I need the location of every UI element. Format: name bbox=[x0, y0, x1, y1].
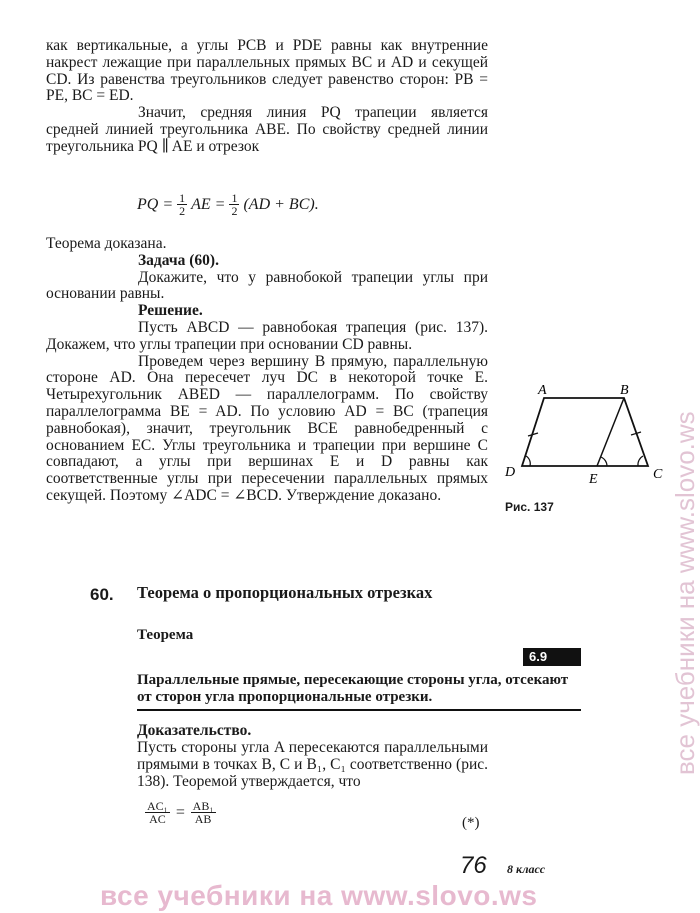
proved-line: Теорема доказана. bbox=[46, 235, 167, 252]
formula-part: (AD + BC). bbox=[243, 195, 319, 213]
solution-paragraph: Проведем через вершину B прямую, параллельную стороне AD. Она пересечет луч DC в некоторой точке E. Четырехугольник ABED — параллелограмм. По свойству параллелограмма BE = AD. По условию AD = BC (трапеция равнобокая), значит, треугольник BCE равнобедренный с основанием EC. Углы треугольника и трапеции при вершине C совпадают, а углы при вершинах E и D равны как соответственные углы при пересечении параллельных прямых секущей. Поэтому ∠ADC = ∠BCD. Утверждение доказано. bbox=[46, 352, 488, 504]
figure-caption: Рис. 137 bbox=[505, 500, 554, 514]
formula-part: AE = bbox=[191, 195, 226, 213]
middle-text bbox=[46, 236, 488, 505]
proof-block bbox=[137, 722, 488, 790]
task-text: Докажите, что у равнобокой трапеции углы при основании равны. bbox=[46, 268, 488, 303]
grade-label: 8 класс bbox=[507, 862, 546, 876]
divider bbox=[137, 709, 581, 711]
solution-paragraph: Пусть ABCD — равнобокая трапеция (рис. 137). Докажем, что углы трапеции при основании CD равны. bbox=[46, 318, 488, 353]
figure-137-trapezoid bbox=[500, 378, 675, 488]
fraction: $\frac{\text{AB₁}}{AB}$ bbox=[192, 799, 214, 826]
section-number: 60. bbox=[90, 585, 114, 604]
proof-text: Пусть стороны угла A пересекаются параллельными прямыми в точках B, C и B₁, C₁ соответственно (рис. 138). Теоремой утверждается, что bbox=[137, 739, 488, 790]
vertex-label-e: E bbox=[589, 472, 598, 487]
watermark-side-text: все учебники на www.slovo.ws bbox=[670, 411, 700, 775]
section-title: Теорема о пропорциональных отрезках bbox=[137, 583, 433, 602]
task-label: Задача (60). bbox=[138, 251, 219, 269]
theorem-statement: Параллельные прямые, пересекающие стороны угла, отсекают от сторон угла пропорциональные отрезки. bbox=[137, 672, 569, 705]
fraction: $\frac{1}{2}$ bbox=[231, 191, 238, 218]
formula-mark: (*) bbox=[462, 815, 480, 831]
paragraph: как вертикальные, а углы PCB и PDE равны как внутренние накрест лежащие при параллельных прямых BC и AD и секущей CD. Из равенства треугольников следует равенство сторон: PB = PE, BC = ED. bbox=[46, 37, 488, 105]
formula-part: = bbox=[174, 803, 186, 821]
vertex-label-d: D bbox=[505, 465, 516, 480]
formula-pq bbox=[137, 192, 319, 217]
formula-ratio bbox=[145, 800, 216, 825]
theorem-number-badge: 6.9 bbox=[523, 648, 581, 666]
watermark-bottom: все учебники на www.slovo.ws bbox=[100, 880, 538, 911]
fraction: $\frac{1}{2}$ bbox=[179, 191, 186, 218]
solution-label: Решение. bbox=[138, 302, 203, 320]
fraction: $\frac{\text{AC₁}}{AC}$ bbox=[147, 799, 168, 826]
formula-part: PQ = bbox=[137, 195, 174, 213]
vertex-label-c: C bbox=[653, 467, 663, 482]
top-text bbox=[46, 38, 488, 156]
theorem-label: Теорема bbox=[137, 627, 194, 643]
watermark-side bbox=[670, 135, 700, 775]
proof-label: Доказательство. bbox=[137, 722, 252, 739]
vertex-label-a: A bbox=[538, 383, 547, 398]
page-number: 76 bbox=[460, 852, 487, 879]
paragraph: Значит, средняя линия PQ трапеции является средней линией треугольника ABE. По свойству средней линии треугольника PQ ∥ AE и отрезок bbox=[46, 104, 488, 155]
vertex-label-b: B bbox=[620, 383, 629, 398]
